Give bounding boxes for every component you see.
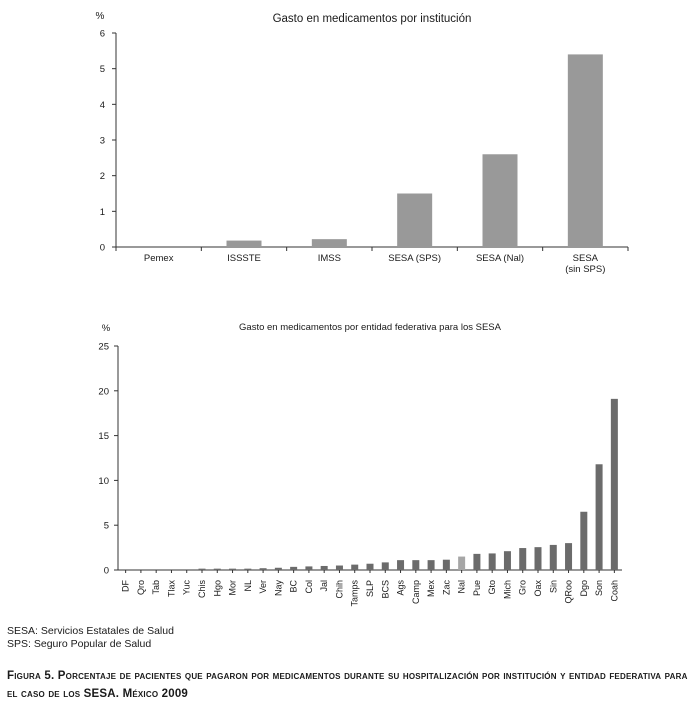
chart2-x-tick-label: Dgo [578,580,589,597]
chart2-x-tick-label: Oax [533,580,543,597]
chart2-bar [275,568,282,570]
chart2-x-tick-label: Tab [151,580,162,595]
chart2-bar [580,512,587,570]
chart2-bar [367,564,374,570]
chart2-x-tick-label: BCS [380,580,391,599]
chart1-y-tick-label: 0 [99,242,105,254]
chart1-y-tick-label: 2 [99,171,105,183]
chart1-ylabel: % [95,11,105,22]
chart2-bar [397,560,404,570]
chart2-x-tick-label: Son [594,580,605,597]
chart2-bar [428,560,435,570]
chart2-ylabel: % [101,323,111,334]
chart1-y-tick-label: 1 [99,206,105,218]
chart2-bar [336,566,343,570]
chart1-y-tick-label: 4 [99,99,105,111]
chart2-bar [550,545,557,570]
chart2-bar [535,547,542,570]
chart1-bar [568,54,603,247]
chart1-x-tick-label: Pemex [143,253,174,264]
footnotes [7,625,174,651]
chart1-x-tick-label: (sin SPS) [565,264,606,275]
chart2-bar [565,543,572,570]
chart2-bar [351,565,358,570]
chart2-bar [321,566,328,570]
chart2-x-tick-label: Mor [227,580,238,596]
chart2-bar [443,560,450,570]
chart2-bar [519,548,526,570]
chart2-x-tick-label: NL [242,580,253,592]
chart1-bar [397,194,432,248]
chart2-x-tick-label: Ags [395,580,406,596]
chart2-bar [489,553,496,570]
chart1-y-tick-label: 3 [99,135,105,147]
chart2-x-tick-label: Coah [609,580,620,602]
chart2-bar [412,560,419,570]
chart2-x-tick-label: Jal [319,580,330,592]
chart1-title: Gasto en medicamentos por institución [272,13,472,25]
chart2-bar [473,554,480,570]
chart2-bar [199,569,206,570]
chart2-x-tick-label: Ver [258,580,269,594]
chart2-bar [214,569,221,570]
chart2-x-tick-label: Yuc [181,580,192,596]
chart2-bar [244,569,251,570]
chart1-x-tick-label: SESA (SPS) [388,253,442,264]
chart2-x-tick-label: Mex [426,580,437,598]
chart2-bar [611,399,618,570]
chart2-title: Gasto en medicamentos por entidad federativa para los SESA [239,322,501,333]
caption-label: Figura 5. [7,670,55,682]
chart2-y-tick-label: 15 [98,431,109,443]
figure-caption [7,667,697,703]
chart2-y-tick-label: 5 [103,520,109,532]
chart2-bar [458,557,465,570]
chart2-bar [305,566,312,570]
chart2-x-tick-label: Tamps [349,580,360,607]
chart2-x-tick-label: SLP [365,580,375,598]
chart2-x-tick-label: Mich [502,580,513,600]
chart2-x-tick-label: Col [303,580,314,594]
chart2-bar [260,568,267,570]
chart1-x-tick-label: IMSS [317,253,341,264]
chart1-bar [312,239,347,247]
chart2-x-tick-label: Zac [441,580,452,596]
chart2-y-tick-label: 10 [98,475,109,487]
chart1-x-tick-label: SESA [572,253,599,264]
caption-text: Porcentaje de pacientes que pagaron por medicamentos durante su hospitalización por institución y entidad federativa para el caso de los SESA. México 2009 [7,670,688,700]
chart1-y-tick-label: 6 [99,28,105,40]
chart2-x-tick-label: Hgo [212,580,223,597]
chart2-y-tick-label: 25 [98,341,109,353]
chart2-bar [596,464,603,570]
chart2-bar [290,567,297,570]
chart1-y-tick-label: 5 [99,64,105,76]
chart2-x-tick-label: Tlax [166,580,177,598]
chart2-x-tick-label: Nal [456,580,467,594]
chart1-bar [227,241,262,247]
chart1-bar [483,154,518,247]
chart2-bar [229,569,236,570]
chart2-x-tick-label: Nay [273,580,284,597]
chart2-bar [504,551,511,570]
chart1-x-tick-label: ISSSTE [227,253,261,264]
chart2-x-tick-label: Sin [548,580,559,594]
chart2-x-tick-label: BC [288,580,299,593]
chart2-x-tick-label: Chis [197,580,207,599]
chart2-x-tick-label: Gto [487,580,498,595]
chart2-x-tick-label: Pue [471,580,482,597]
chart2-y-tick-label: 0 [103,565,109,577]
chart2-y-tick-label: 20 [98,386,109,398]
footnote-sps: SPS: Seguro Popular de Salud [7,638,152,650]
chart2-bar [382,562,389,570]
chart2-x-tick-label: Gro [517,580,528,596]
chart2-x-tick-label: QRoo [563,580,574,604]
footnote-sesa: SESA: Servicios Estatales de Salud [7,625,174,637]
chart1-x-tick-label: SESA (Nal) [475,253,525,264]
chart2-x-tick-label: Chih [334,580,345,599]
chart2-x-tick-label: Qro [135,580,146,596]
chart2-x-tick-label: DF [120,580,131,592]
chart2-x-tick-label: Camp [410,580,421,605]
